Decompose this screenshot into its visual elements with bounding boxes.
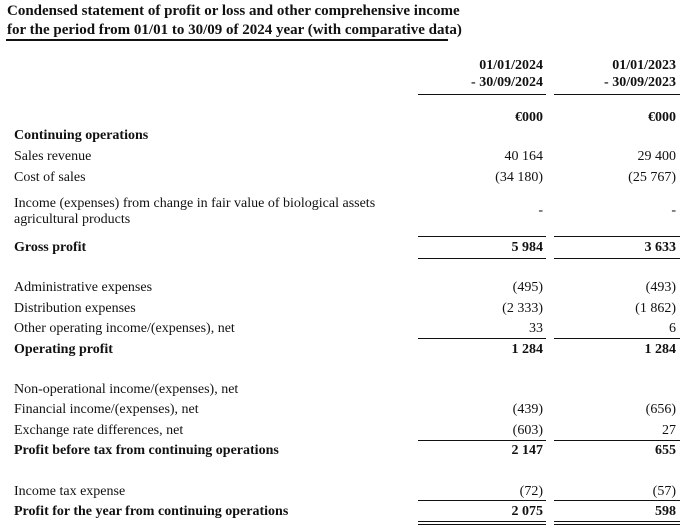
label-other-operating: Other operating income/(expenses), net (14, 321, 235, 336)
value-exchange-rate-2024: (603) (512, 423, 543, 438)
label-admin-expenses: Administrative expenses (14, 280, 153, 295)
label-sales-revenue: Sales revenue (14, 149, 92, 164)
rule-below-gross-profit-col2 (554, 258, 680, 259)
label-profit-for-year: Profit for the year from continuing operations (14, 504, 289, 519)
value-operating-profit-2024: 1 284 (511, 342, 543, 357)
rule-above-operating-profit-col2 (554, 338, 680, 339)
col2-header-rule (554, 94, 680, 95)
section-continuing-operations: Continuing operations (14, 128, 149, 143)
label-non-operational: Non-operational income/(expenses), net (14, 382, 239, 397)
label-gross-profit: Gross profit (14, 240, 87, 255)
value-bio-assets-2024: - (538, 203, 543, 218)
col2-unit: €000 (648, 110, 676, 125)
label-operating-profit: Operating profit (14, 342, 113, 357)
rule-above-profit-year-col1 (418, 500, 546, 501)
label-exchange-rate: Exchange rate differences, net (14, 423, 184, 438)
value-financial-2023: (656) (645, 402, 676, 417)
value-profit-for-year-2023: 598 (655, 504, 676, 519)
rule-above-gross-profit-col2 (554, 236, 680, 237)
label-distribution-expenses: Distribution expenses (14, 301, 136, 316)
value-gross-profit-2023: 3 633 (644, 240, 676, 255)
label-bio-assets-line1: Income (expenses) from change in fair value of biological assets (14, 196, 376, 211)
rule-above-pbt-col1 (418, 440, 546, 441)
col2-period-start: 01/01/2023 (612, 58, 676, 73)
value-exchange-rate-2023: 27 (662, 423, 676, 438)
double-rule-profit-col1-b (418, 524, 546, 525)
label-financial: Financial income/(expenses), net (14, 402, 199, 417)
col2-period-end: - 30/09/2023 (604, 75, 676, 90)
double-rule-profit-col1-a (418, 521, 546, 522)
rule-above-pbt-col2 (554, 440, 680, 441)
value-profit-before-tax-2023: 655 (655, 443, 676, 458)
value-sales-revenue-2024: 40 164 (504, 149, 543, 164)
label-income-tax: Income tax expense (14, 484, 126, 499)
double-rule-profit-col2-a (554, 521, 680, 522)
value-distribution-expenses-2023: (1 862) (635, 301, 676, 316)
rule-below-gross-profit-col1 (418, 258, 546, 259)
rule-above-operating-profit-col1 (418, 338, 546, 339)
statement-title-line2: for the period from 01/01 to 30/09 of 2024 year (with comparative data) (7, 22, 462, 38)
value-profit-before-tax-2024: 2 147 (511, 443, 543, 458)
value-income-tax-2023: (57) (652, 484, 676, 499)
value-cost-of-sales-2024: (34 180) (495, 170, 543, 185)
title-underline-2 (6, 40, 448, 41)
label-profit-before-tax: Profit before tax from continuing operations (14, 443, 279, 458)
label-bio-assets-line2: agricultural products (14, 212, 131, 227)
value-operating-profit-2023: 1 284 (644, 342, 676, 357)
col1-unit: €000 (515, 110, 543, 125)
statement-title-line1: Condensed statement of profit or loss and other comprehensive income (7, 3, 460, 19)
value-distribution-expenses-2024: (2 333) (502, 301, 543, 316)
label-cost-of-sales: Cost of sales (14, 170, 86, 185)
value-gross-profit-2024: 5 984 (511, 240, 543, 255)
col1-period-start: 01/01/2024 (479, 58, 543, 73)
value-admin-expenses-2023: (493) (645, 280, 676, 295)
value-other-operating-2024: 33 (529, 321, 543, 336)
value-sales-revenue-2023: 29 400 (637, 149, 676, 164)
value-cost-of-sales-2023: (25 767) (628, 170, 676, 185)
rule-above-profit-year-col2 (554, 500, 680, 501)
value-admin-expenses-2024: (495) (512, 280, 543, 295)
double-rule-profit-col2-b (554, 524, 680, 525)
value-financial-2024: (439) (512, 402, 543, 417)
col1-period-end: - 30/09/2024 (471, 75, 543, 90)
col1-header-rule (418, 94, 546, 95)
value-other-operating-2023: 6 (669, 321, 676, 336)
value-bio-assets-2023: - (671, 203, 676, 218)
value-profit-for-year-2024: 2 075 (511, 504, 543, 519)
rule-above-gross-profit-col1 (418, 236, 546, 237)
value-income-tax-2024: (72) (519, 484, 543, 499)
